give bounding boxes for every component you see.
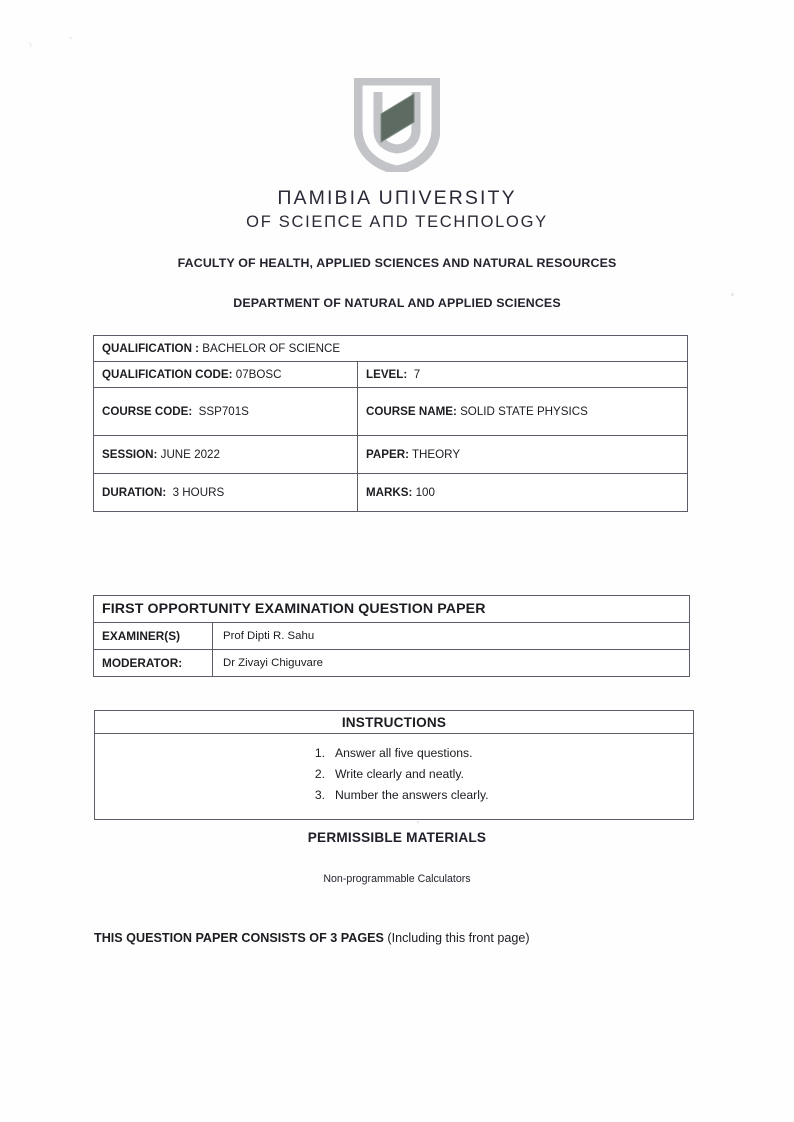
list-item [103,764,685,785]
qualification-value: BACHELOR OF SCIENCE [202,342,341,355]
course-name-label: COURSE NAME: [366,405,457,418]
instruction-number: 1. [314,746,325,760]
examiner-table [93,595,690,677]
scan-artifact-mark: ʳ [69,33,73,45]
instructions-body [95,734,694,820]
qualification-cell [94,336,688,362]
table-row [94,474,688,512]
paper-label: PAPER: [366,448,409,461]
instructions-list [103,743,685,806]
faculty-heading: FACULTY OF HEALTH, APPLIED SCIENCES AND NATURAL RESOURCES [177,256,617,270]
permissible-materials-body: Non-programmable Calculators [323,873,471,885]
university-name-line1: ΠΑΜΙΒΙΑ UΠIVERSITY [277,187,517,209]
session-label: SESSION: [102,448,158,461]
course-code-cell [94,388,358,436]
level-value: 7 [413,368,421,381]
duration-cell [94,474,358,512]
instruction-number: 3. [314,788,325,802]
instruction-text: Answer all five questions. [335,746,473,760]
course-name-value: SOLID STATE PHYSICS [460,405,588,418]
examiner-label: EXAMINER(S) [94,623,213,650]
course-name-cell [358,388,688,436]
paper-value: THEORY [411,448,461,461]
table-row [94,650,690,677]
qualification-table [93,335,688,512]
scan-speck [417,821,419,823]
table-row [94,362,688,388]
level-label: LEVEL: [366,368,408,381]
moderator-label: MODERATOR: [94,650,213,677]
qualification-code-value: 07BOSC [235,368,282,381]
page-count-footer [94,931,530,945]
duration-value: 3 HOURS [172,486,225,499]
university-name [0,186,794,234]
exam-paper-title: FIRST OPPORTUNITY EXAMINATION QUESTION PAPER [94,596,690,623]
table-row [94,623,690,650]
moderator-value: Dr Zivayi Chiguvare [213,650,690,677]
qualification-code-label: QUALIFICATION CODE: [102,368,233,381]
session-cell [94,436,358,474]
marks-label: MARKS: [366,486,413,499]
paper-cell [358,436,688,474]
instruction-number: 2. [314,767,325,781]
list-item [103,785,685,806]
instructions-table [94,710,694,820]
qualification-code-cell [94,362,358,388]
table-row [95,734,694,820]
table-row [94,436,688,474]
marks-value: 100 [415,486,435,499]
permissible-materials-title: PERMISSIBLE MATERIALS [307,830,487,845]
list-item [103,743,685,764]
instruction-text: Number the answers clearly. [335,788,489,802]
level-cell [358,362,688,388]
university-logo-container [0,78,794,172]
course-code-value: SSP701S [198,405,249,418]
page-count-bold: THIS QUESTION PAPER CONSISTS OF 3 PAGES [94,931,384,945]
department-heading: DEPARTMENT OF NATURAL AND APPLIED SCIENCES [233,296,561,310]
university-name-line2: OF SCIEΠCE AΠD TECHΠOLOGY [246,213,548,232]
instructions-title: INSTRUCTIONS [95,711,694,734]
course-code-label: COURSE CODE: [102,405,193,418]
table-row [94,336,688,362]
scan-artifact-mark: ʲ [28,40,34,50]
instruction-text: Write clearly and neatly. [335,767,464,781]
table-row [94,388,688,436]
table-row [94,596,690,623]
table-row [95,711,694,734]
nust-shield-icon [354,78,440,172]
qualification-label: QUALIFICATION : [102,342,200,355]
duration-label: DURATION: [102,486,167,499]
session-value: JUNE 2022 [160,448,220,461]
page-count-note: (Including this front page) [383,931,530,945]
examiner-value: Prof Dipti R. Sahu [213,623,690,650]
marks-cell [358,474,688,512]
